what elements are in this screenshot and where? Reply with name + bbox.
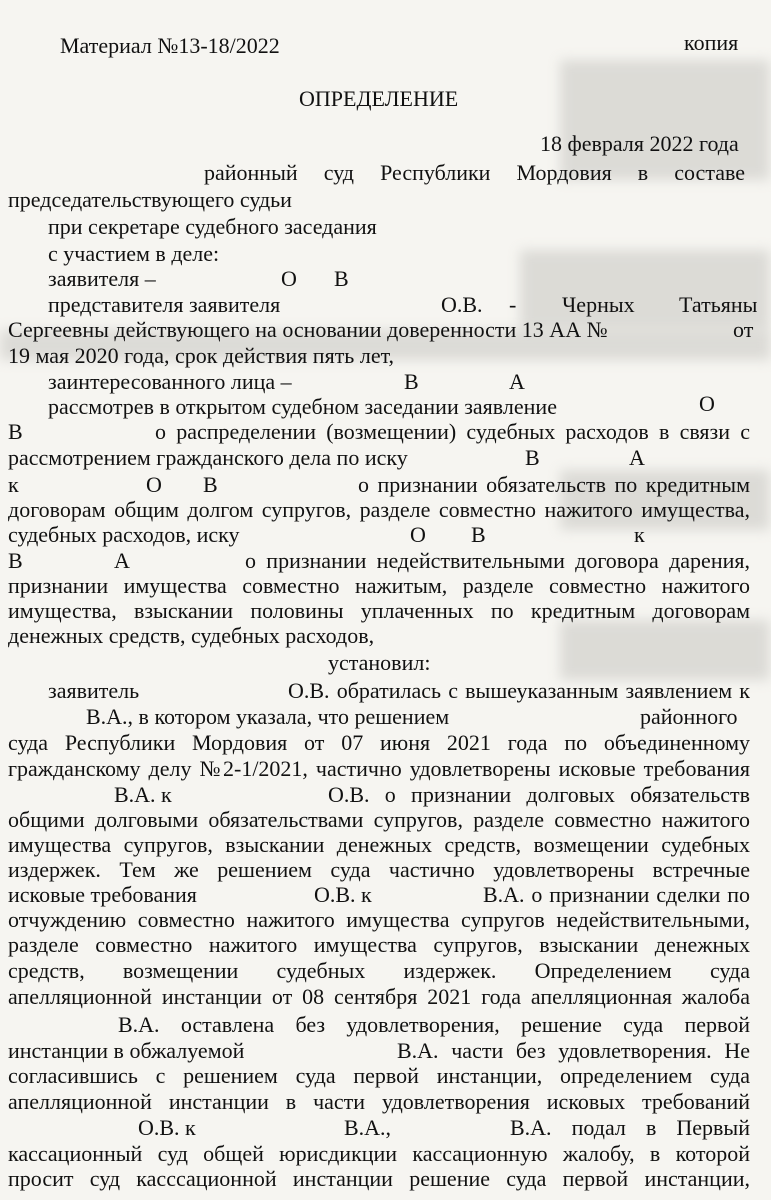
text-line: В.А. оставлена без удовлетворения, решение суда первой (118, 1012, 750, 1037)
statement-o: О (699, 391, 715, 416)
text-line: разделе совместно нажитого имущества супругов, взыскании денежных (8, 932, 750, 957)
suit-k: к (634, 522, 645, 547)
text-line: районный суд Республики Мордовия в составе (204, 160, 745, 185)
suit-v: В (471, 522, 486, 547)
rep-dash: - (509, 292, 517, 317)
text-line: В.А., в котором указала, что решением (86, 704, 450, 729)
text-line: заявителя – (48, 266, 156, 291)
text-line: О.В. обратилась с вышеуказанным заявлением к (288, 678, 750, 703)
document-title: ОПРЕДЕЛЕНИЕ (299, 86, 459, 111)
copy-mark: копия (684, 30, 739, 55)
text-line: о распределении (возмещении) судебных расходов в связи с (155, 419, 750, 444)
rep-ov: О.В. (441, 292, 483, 317)
text-line: представителя заявителя (48, 292, 281, 317)
text-line: Сергеевны действующего на основании доверенности 13 АА № (8, 317, 608, 342)
text-line: о признании обязательств по кредитным (358, 472, 750, 497)
section-heading: установил: (328, 650, 431, 675)
statement-v: В (8, 419, 23, 444)
text-line: 19 мая 2020 года, срок действия пять лет, (8, 343, 395, 368)
text-line: В.А., (344, 1115, 392, 1140)
text-line: заинтересованного лица – (48, 369, 292, 394)
text-line: издержек. Тем же решением суда частично удовлетворены встречные (8, 857, 750, 882)
text-line: О.В. к (314, 882, 372, 907)
text-line: апелляционной инстанции от 08 сентября 2021 года апелляционная жалоба (8, 984, 750, 1009)
interested-a: А (509, 369, 525, 394)
text-line: суда Республики Мордовия от 07 июня 2021 года по объединенному (8, 730, 750, 755)
text-line: рассмотрением гражданского дела по иску (8, 445, 408, 470)
material-number: Материал №13-18/2022 (60, 33, 280, 58)
text-line: денежных средств, судебных расходов, (8, 623, 375, 648)
text-ot: от (733, 317, 754, 342)
text-line: кассационный суд общей юрисдикции кассационную жалобу, в которой (8, 1141, 750, 1166)
text-line: исковые требования (8, 882, 197, 907)
claim-v2: В (203, 472, 218, 497)
applicant-initial-o: О (281, 266, 297, 291)
text-line: В.А. о признании сделки по (483, 882, 750, 907)
text-line: рассмотрев в открытом судебном заседании заявление (48, 394, 557, 419)
text-line: договорам общим долгом супругов, разделе совместно нажитого имущества, (8, 497, 750, 522)
document-date: 18 февраля 2022 года (540, 131, 739, 156)
text-line: председательствующего судьи (8, 187, 292, 212)
text-line: имущества, взыскании половины уплаченных по кредитным договорам (8, 598, 750, 623)
text-line: апелляционной инстанции в части удовлетворения исковых требований (8, 1089, 750, 1114)
text-line: В.А. подал в Первый (510, 1115, 750, 1140)
text-line: гражданскому делу №2-1/2021, частично удовлетворены исковые требования (8, 756, 750, 781)
claim-v: В (525, 445, 540, 470)
text-line: просит суд касссационной инстанции решение суда первой инстанции, (8, 1166, 750, 1191)
suit-a3: А (114, 548, 130, 573)
text-line: О.В. о признании долговых обязательств (328, 782, 750, 807)
suit-v3: В (8, 548, 23, 573)
text-line: районного (640, 704, 738, 729)
rep-name: Татьяны (679, 292, 758, 317)
text-line: инстанции в обжалуемой (8, 1038, 245, 1063)
text-line: судебных расходов, иску (8, 522, 240, 547)
claim-a: А (629, 445, 645, 470)
text-line: имущества супругов, взыскании денежных средств, возмещении судебных (8, 832, 750, 857)
claim-k: к (8, 472, 19, 497)
text-line: средств, возмещении судебных издержек. Определением суда (8, 958, 750, 983)
text-line: о признании недействительными договора дарения, (245, 548, 750, 573)
text-line: общими долговыми обязательствами супругов, разделе совместно нажитого (8, 807, 750, 832)
text-line: при секретаре судебного заседания (48, 214, 377, 239)
text-line: заявитель (48, 678, 140, 703)
text-line: отчуждению совместно нажитого имущества супругов недействительными, (8, 907, 750, 932)
text-line: О.В. к (138, 1115, 196, 1140)
text-line: признании имущества совместно нажитым, разделе совместно нажитого (8, 573, 750, 598)
text-line: согласившись с решением суда первой инстанции, определением суда (8, 1063, 750, 1088)
text-line: В.А. к (114, 782, 172, 807)
rep-surname: Черных (562, 292, 635, 317)
applicant-initial-v: В (334, 266, 349, 291)
text-line: В.А. части без удовлетворения. Не (397, 1038, 750, 1063)
interested-v: В (404, 369, 419, 394)
text-line: с участием в деле: (48, 241, 220, 266)
suit-o: О (410, 522, 426, 547)
claim-o: О (146, 472, 162, 497)
